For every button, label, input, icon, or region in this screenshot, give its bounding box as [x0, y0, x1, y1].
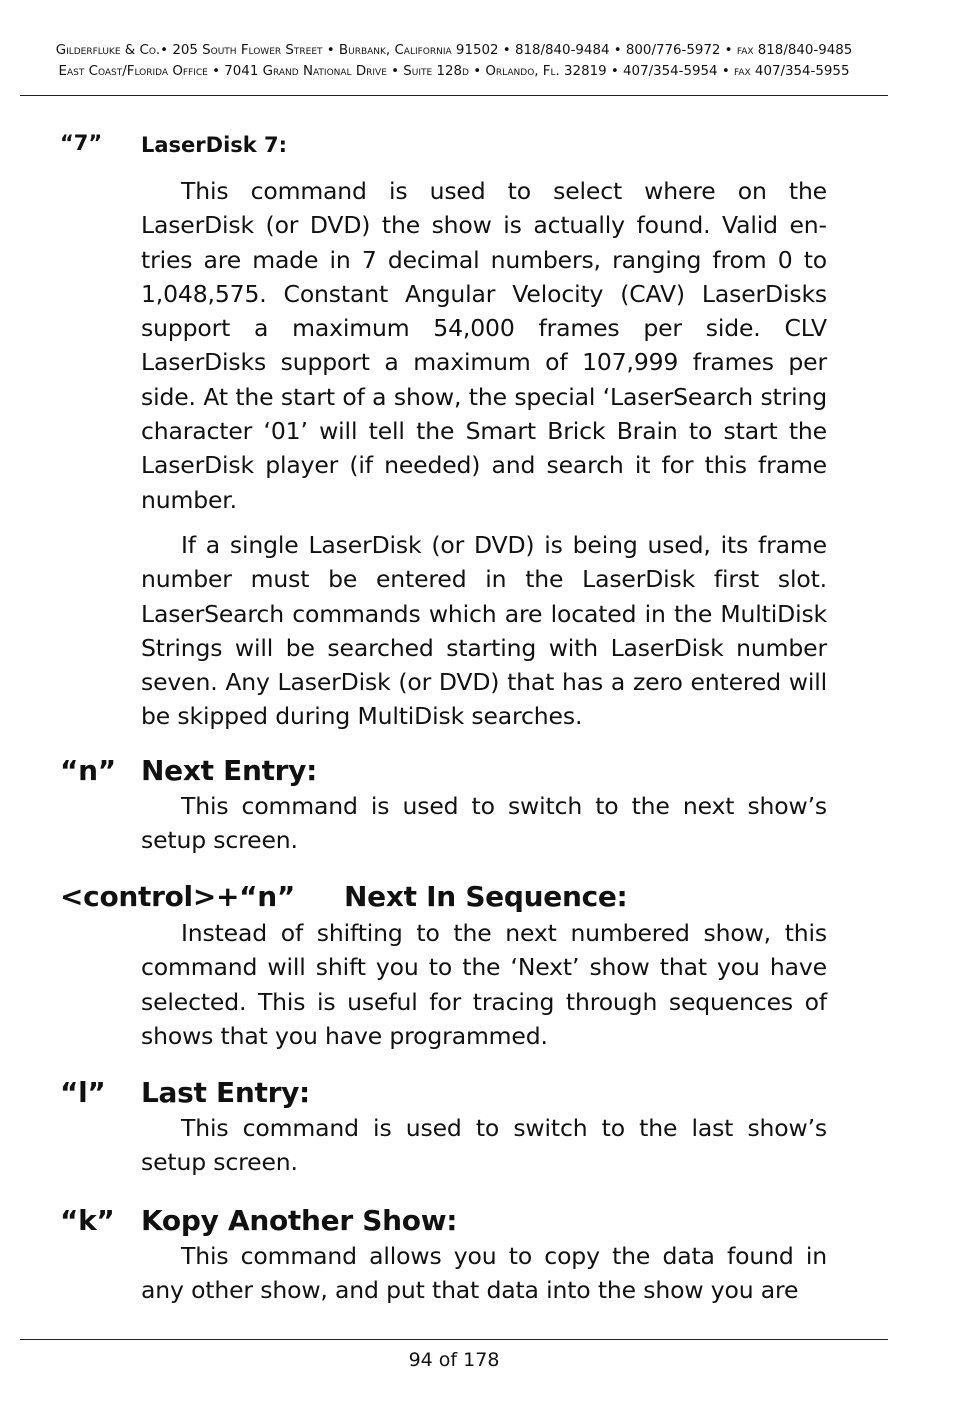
footer-divider — [20, 1339, 888, 1340]
command-key-control-n: <control>+“n” — [60, 880, 296, 913]
header-divider — [20, 95, 888, 96]
section-body-laserdisk-7 — [141, 174, 827, 734]
section-body-next-in-sequence — [141, 916, 827, 1053]
paragraph: This command is used to select where on the LaserDisk (or DVD) the show is actually found. Valid entries are made in 7 decimal numbers, ranging from 0 to 1,048,575. Constant Angular Velocity (CAV) LaserDisks support a maximum 54,000 frames per side. CLV LaserDisks support a maximum of 107,999 frames per side. At the start of a show, the special ‘LaserSearch string character ‘01’ will tell the Smart Brick Brain to start the LaserDisk player (if needed) and search it for this frame number. — [141, 177, 827, 514]
section-title-next-entry: Next Entry: — [141, 754, 318, 787]
section-body-kopy-another-show — [141, 1239, 827, 1308]
page-number: 94 of 178 — [408, 1349, 500, 1371]
command-key-k: “k” — [60, 1204, 115, 1237]
command-key-n: “n” — [60, 754, 116, 787]
paragraph: This command is used to switch to the last show’s setup screen. — [141, 1114, 827, 1177]
section-body-last-entry — [141, 1111, 827, 1180]
paragraph: Instead of shifting to the next numbered show, this command will shift you to the ‘Next’ show that you have selected. This is useful for tracing through sequences of shows that you have programmed. — [141, 919, 827, 1050]
page-header — [20, 40, 888, 82]
section-title-next-in-sequence: Next In Sequence: — [344, 880, 628, 913]
section-title-last-entry: Last Entry: — [141, 1076, 310, 1109]
paragraph: This command allows you to copy the data found in any other show, and put that data into the show you are — [141, 1242, 827, 1305]
paragraph: If a single LaserDisk (or DVD) is being used, its frame number must be entered in the LaserDisk first slot. LaserSearch commands which are located in the MultiDisk Strings will be searched starting with LaserDisk number seven. Any LaserDisk (or DVD) that has a zero entered will be skipped during MultiDisk searches. — [141, 530, 827, 731]
header-address-line-1: Gilderfluke & Co.• 205 South Flower Street • Burbank, California 91502 • 818/840-9484 • 800/776-5972 • fax 818/840-9485 — [55, 43, 853, 58]
command-key-l: “l” — [60, 1076, 106, 1109]
header-address-line-2: East Coast/Florida Office • 7041 Grand National Drive • Suite 128d • Orlando, Fl. 32819 • 407/354-5954 • fax 407/354-5955 — [58, 64, 850, 79]
section-title-kopy-another-show: Kopy Another Show: — [141, 1204, 458, 1237]
command-key-7: “7” — [60, 131, 103, 155]
paragraph: This command is used to switch to the next show’s setup screen. — [141, 792, 827, 855]
section-title-laserdisk-7: LaserDisk 7: — [141, 133, 288, 157]
section-body-next-entry — [141, 789, 827, 858]
